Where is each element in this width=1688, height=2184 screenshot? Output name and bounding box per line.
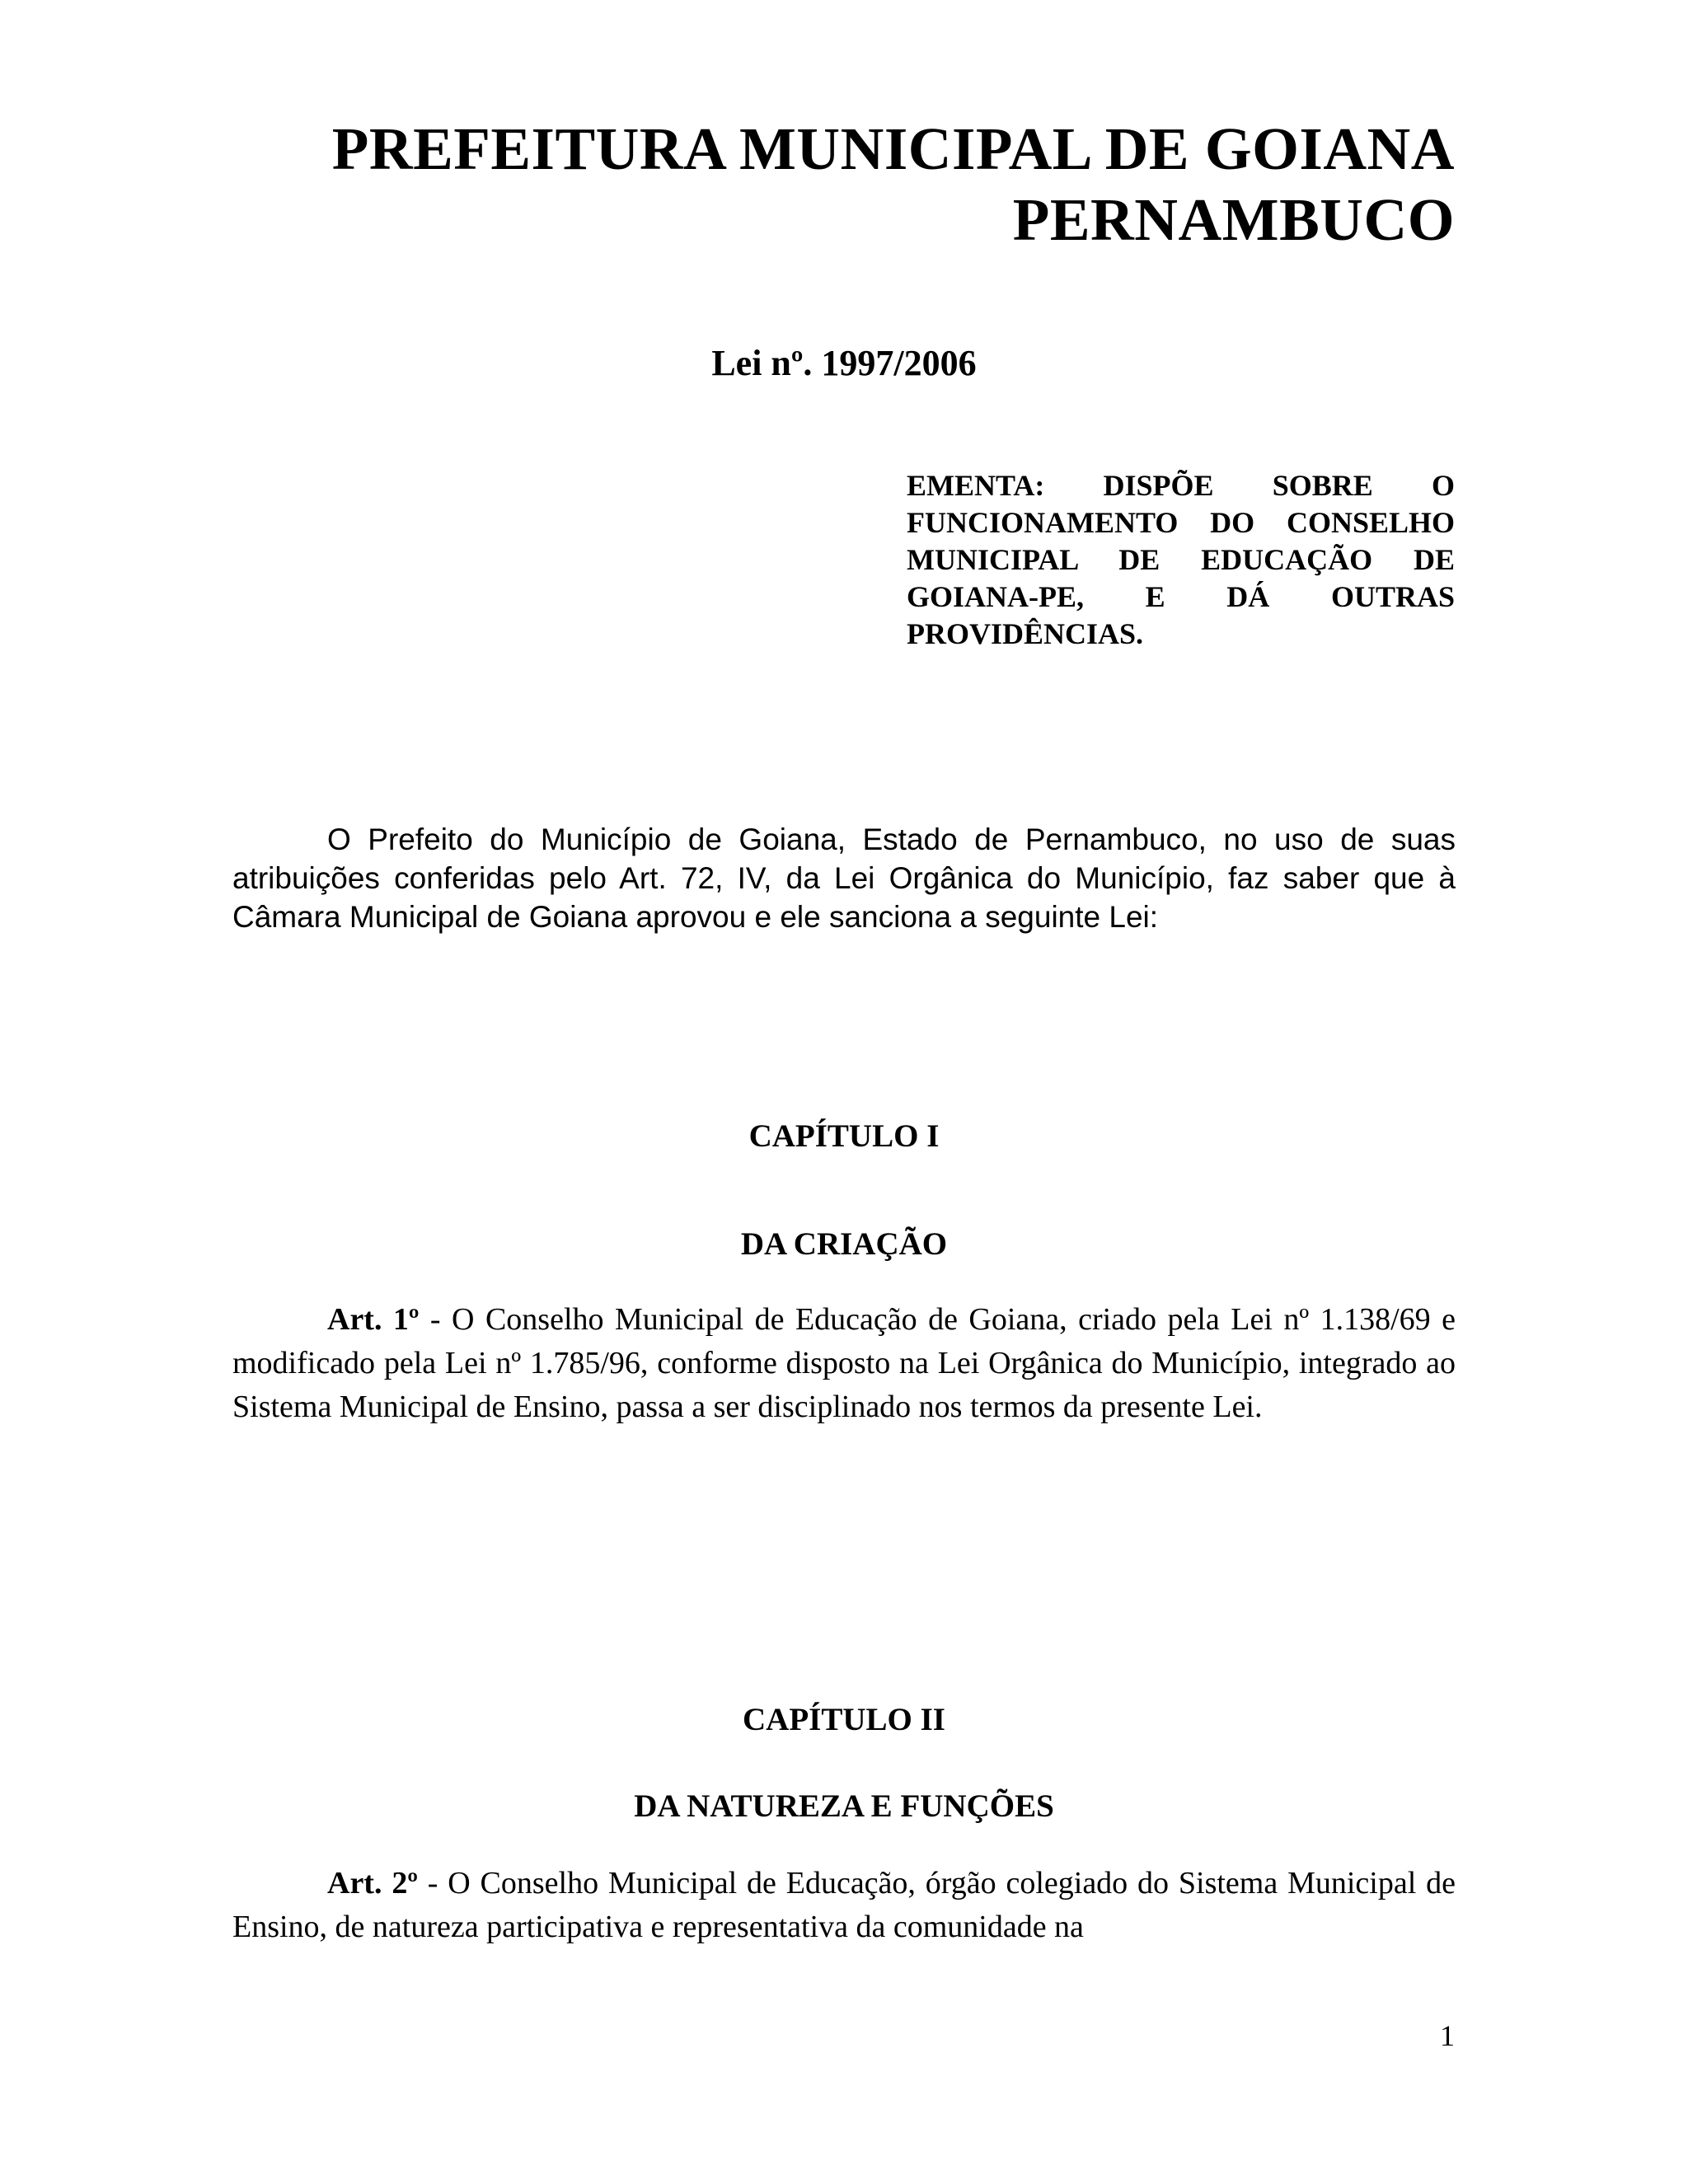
chapter-1-title: [0, 1225, 1688, 1264]
chapter-2-number-text: CAPÍTULO II: [743, 1702, 945, 1737]
chapter-1-title-text: DA CRIAÇÃO: [740, 1226, 948, 1262]
law-number-text: Lei nº. 1997/2006: [711, 343, 977, 383]
article-1-label: Art. 1º: [327, 1302, 420, 1337]
preamble-paragraph: O Prefeito do Município de Goiana, Estado de Pernambuco, no uso de suas atribuições conferidas pelo Art. 72, IV, da Lei Orgânica do Município, faz saber que à Câmara Municipal de Goiana aprovou e ele sanciona a seguinte Lei:: [232, 823, 1456, 934]
document-header: [301, 114, 1455, 255]
header-line-1: PREFEITURA MUNICIPAL DE GOIANA: [331, 115, 1455, 182]
article-2-text: - O Conselho Municipal de Educação, órgão colegiado do Sistema Municipal de Ensino, de natureza participativa e representativa da comunidade na: [232, 1866, 1456, 1944]
chapter-2-title: [0, 1787, 1688, 1826]
page-number: 1: [1440, 2019, 1455, 2052]
chapter-1-number-text: CAPÍTULO I: [748, 1118, 940, 1154]
article-2: [232, 1862, 1456, 1949]
chapter-2-title-text: DA NATUREZA E FUNÇÕES: [634, 1788, 1054, 1824]
chapter-1-number: [0, 1117, 1688, 1156]
article-1-text: - O Conselho Municipal de Educação de Goiana, criado pela Lei nº 1.138/69 e modificado pela Lei nº 1.785/96, conforme disposto na Lei Orgânica do Município, integrado ao Sistema Municipal de Ensino, passa a ser disciplinado nos termos da presente Lei.: [232, 1302, 1456, 1424]
header-line-2: PERNAMBUCO: [1012, 186, 1455, 253]
chapter-2-number: [0, 1700, 1688, 1740]
ementa-summary: EMENTA: DISPÕE SOBRE O FUNCIONAMENTO DO CONSELHO MUNICIPAL DE EDUCAÇÃO DE GOIANA-PE, E DÁ OUTRAS PROVIDÊNCIAS.: [907, 469, 1455, 650]
article-2-label: Art. 2º: [327, 1866, 418, 1900]
law-number: [0, 341, 1688, 386]
article-1: [232, 1298, 1456, 1429]
